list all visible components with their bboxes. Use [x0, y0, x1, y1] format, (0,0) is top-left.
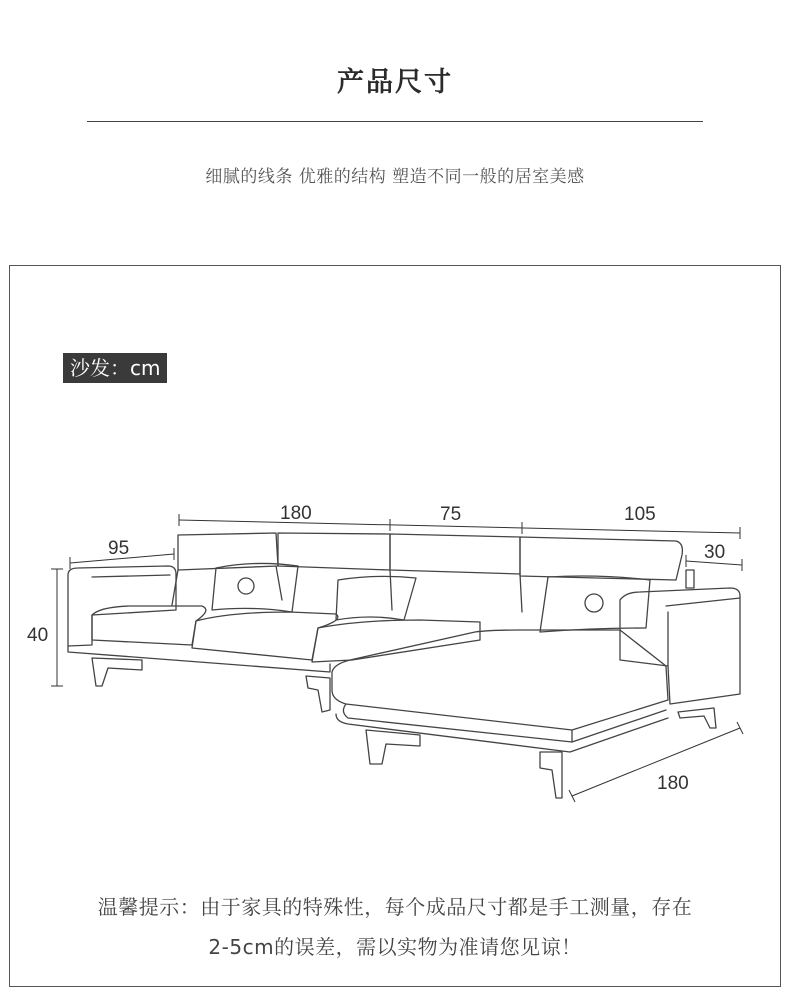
dim-105-label: 105 [624, 504, 656, 525]
back-cushion-3 [390, 534, 520, 574]
rear-right-leg [678, 708, 716, 728]
pillow-2 [336, 576, 416, 620]
page-title: 产品尺寸 [337, 67, 453, 98]
dim-40-label: 40 [27, 625, 49, 646]
notice-line-1: 温馨提示：由于家具的特殊性，每个成品尺寸都是手工测量，存在 [97, 895, 693, 919]
notice-line-2: 2-5cm的误差，需以实物为准请您见谅！ [208, 935, 582, 959]
chaise-180-line [572, 728, 740, 796]
left-leg [92, 658, 142, 686]
middle-leg [306, 676, 330, 712]
chaise-leg-front [366, 730, 420, 764]
back-cushion-4 [520, 537, 682, 580]
dim-75-label: 75 [440, 504, 462, 525]
unit-tag: 沙发：cm [63, 353, 167, 383]
back-cushion-2 [278, 533, 390, 570]
dim-180-label: 180 [280, 503, 312, 524]
seat-cushion-3 [312, 620, 480, 662]
pillow-3 [540, 576, 650, 632]
right-arm [620, 588, 740, 704]
page-subtitle: 细腻的线条 优雅的结构 塑造不同一般的居室美感 [205, 167, 585, 187]
dim-chaise-180-label: 180 [657, 773, 689, 794]
dim-30-label: 30 [704, 542, 726, 563]
chaise-leg-right [540, 752, 562, 798]
back-cushion-1 [178, 533, 278, 570]
sofa-illustration [68, 533, 740, 798]
chaise-seat [332, 630, 668, 730]
pillow-1 [212, 563, 298, 612]
dim-95-label: 95 [108, 538, 130, 559]
